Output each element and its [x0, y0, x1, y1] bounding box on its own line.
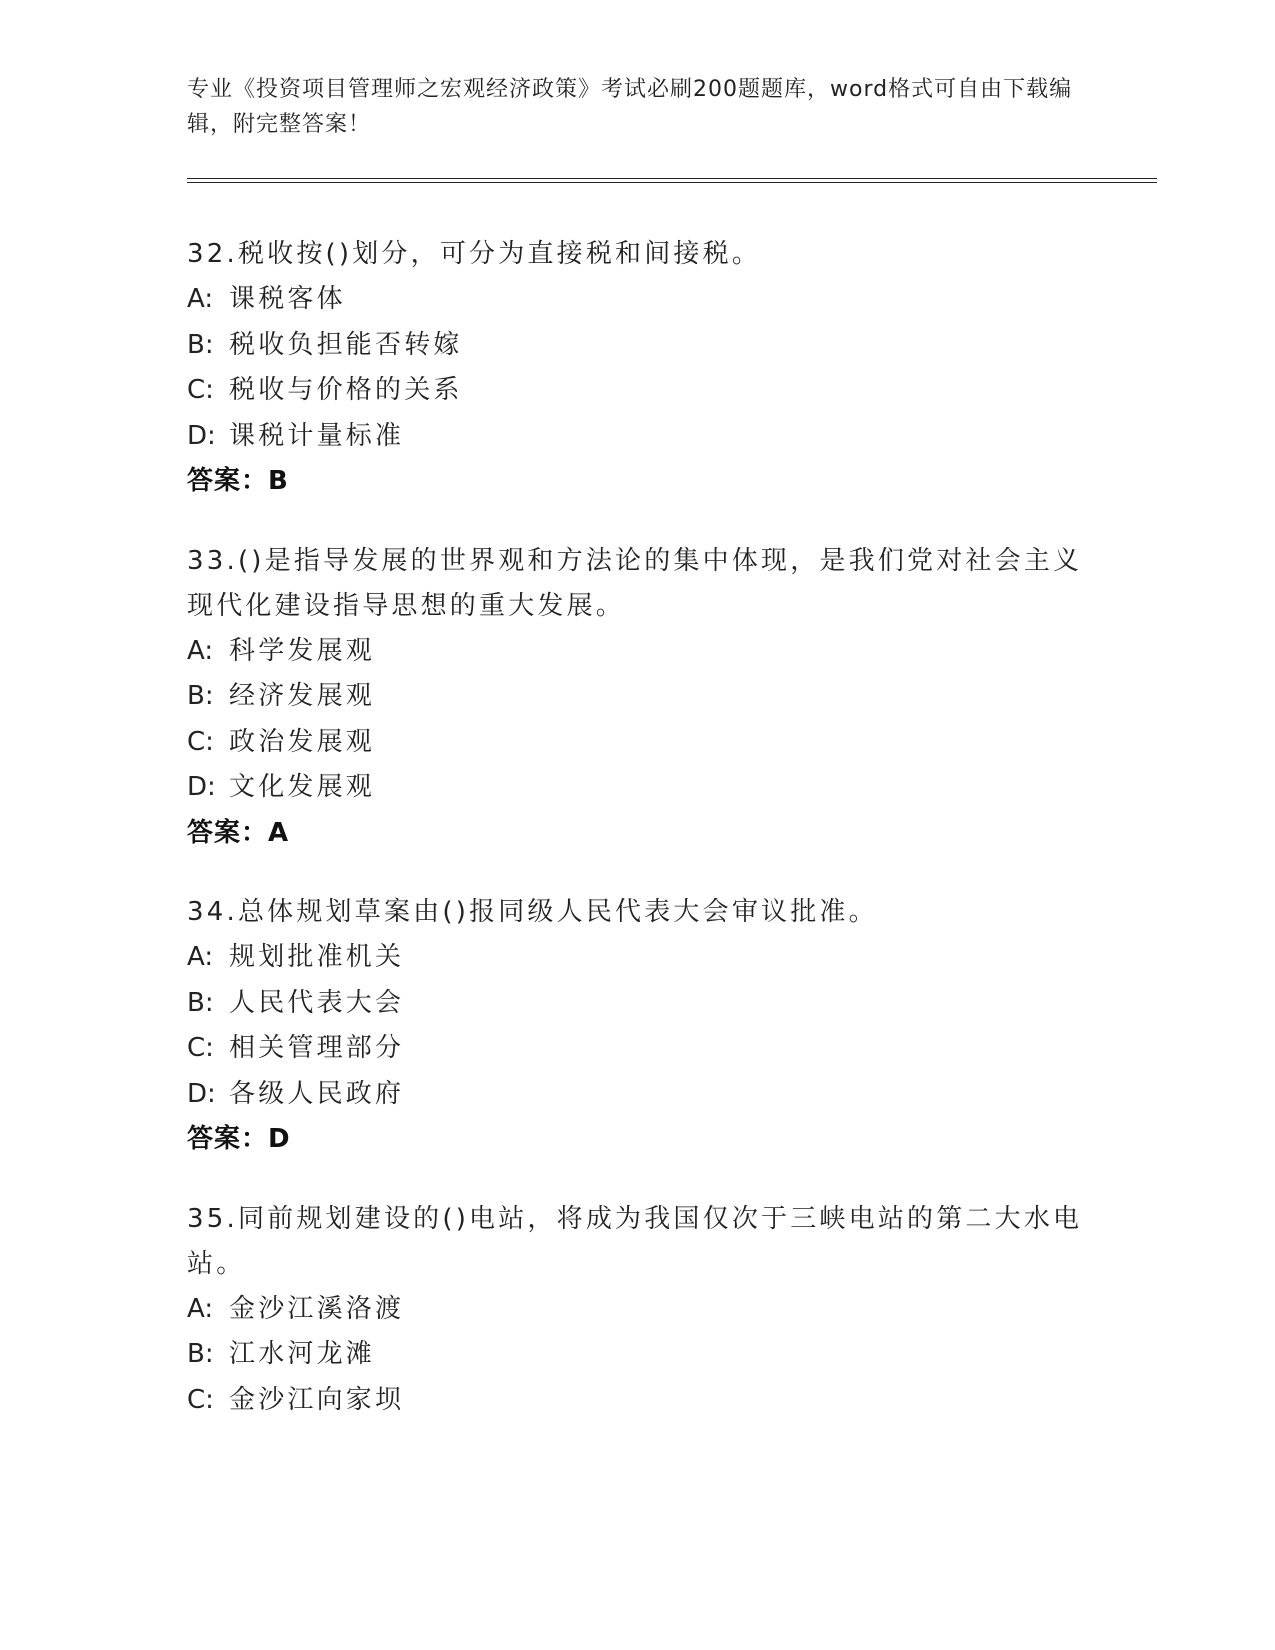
option-letter: D: [187, 1078, 216, 1109]
header-title: 专业《投资项目管理师之宏观经济政策》考试必刷200题题库，word格式可自由下载编辑，附完整答案！ [187, 77, 1073, 137]
question-stem: 34.总体规划草案由()报同级人民代表大会审议批准。 [187, 897, 878, 927]
option-text: 科学发展观 [229, 635, 376, 666]
option-c [187, 720, 1087, 766]
option-text: 规划批准机关 [229, 942, 405, 972]
option-text: 金沙江溪洛渡 [229, 1293, 405, 1324]
option-letter: B: [187, 987, 214, 1018]
question-stem: 33.()是指导发展的世界观和方法论的集中体现，是我们党对社会主义现代化建设指导思想的重大发展。 [187, 545, 1083, 621]
option-text: 人民代表大会 [229, 987, 405, 1018]
option-text: 课税客体 [229, 284, 346, 314]
option-letter: A: [187, 284, 214, 314]
option-c [187, 1378, 1087, 1424]
question-33 [187, 539, 1087, 857]
option-d [187, 414, 1087, 460]
option-letter: B: [187, 329, 214, 360]
option-text: 各级人民政府 [229, 1078, 405, 1109]
option-letter: B: [187, 681, 214, 711]
answer-line: 答案：B [187, 466, 289, 496]
option-b [187, 981, 1087, 1027]
option-a [187, 277, 1087, 323]
option-letter: C: [187, 1033, 214, 1063]
option-letter: A: [187, 942, 214, 972]
option-d [187, 765, 1087, 811]
option-text: 相关管理部分 [229, 1033, 405, 1063]
option-b [187, 323, 1087, 369]
question-35 [187, 1197, 1087, 1424]
option-text: 文化发展观 [229, 772, 376, 802]
answer-line: 答案：D [187, 1124, 291, 1154]
option-a [187, 1287, 1087, 1333]
option-text: 税收负担能否转嫁 [229, 329, 463, 360]
question-stem: 35.同前规划建设的()电站，将成为我国仅次于三峡电站的第二大水电站。 [187, 1203, 1083, 1279]
option-a [187, 629, 1087, 675]
question-stem: 32.税收按()划分，可分为直接税和间接税。 [187, 239, 762, 269]
option-letter: A: [187, 1293, 214, 1324]
option-letter: C: [187, 1384, 214, 1415]
option-letter: A: [187, 635, 214, 666]
option-letter: D: [187, 420, 216, 451]
question-34 [187, 890, 1087, 1163]
option-b [187, 1332, 1087, 1378]
document-header [187, 72, 1087, 142]
question-list [187, 232, 1087, 1457]
option-text: 经济发展观 [229, 681, 376, 711]
option-text: 课税计量标准 [229, 420, 405, 451]
question-32 [187, 232, 1087, 505]
option-b [187, 674, 1087, 720]
option-d [187, 1072, 1087, 1118]
option-c [187, 1026, 1087, 1072]
header-divider [187, 178, 1157, 183]
option-text: 政治发展观 [229, 726, 376, 757]
option-letter: D: [187, 772, 216, 802]
option-letter: B: [187, 1339, 214, 1369]
option-letter: C: [187, 726, 214, 757]
option-text: 江水河龙滩 [229, 1339, 376, 1369]
option-c [187, 368, 1087, 414]
answer-line: 答案：A [187, 817, 290, 848]
option-letter: C: [187, 375, 214, 405]
option-a [187, 935, 1087, 981]
option-text: 税收与价格的关系 [229, 375, 463, 405]
option-text: 金沙江向家坝 [229, 1384, 405, 1415]
